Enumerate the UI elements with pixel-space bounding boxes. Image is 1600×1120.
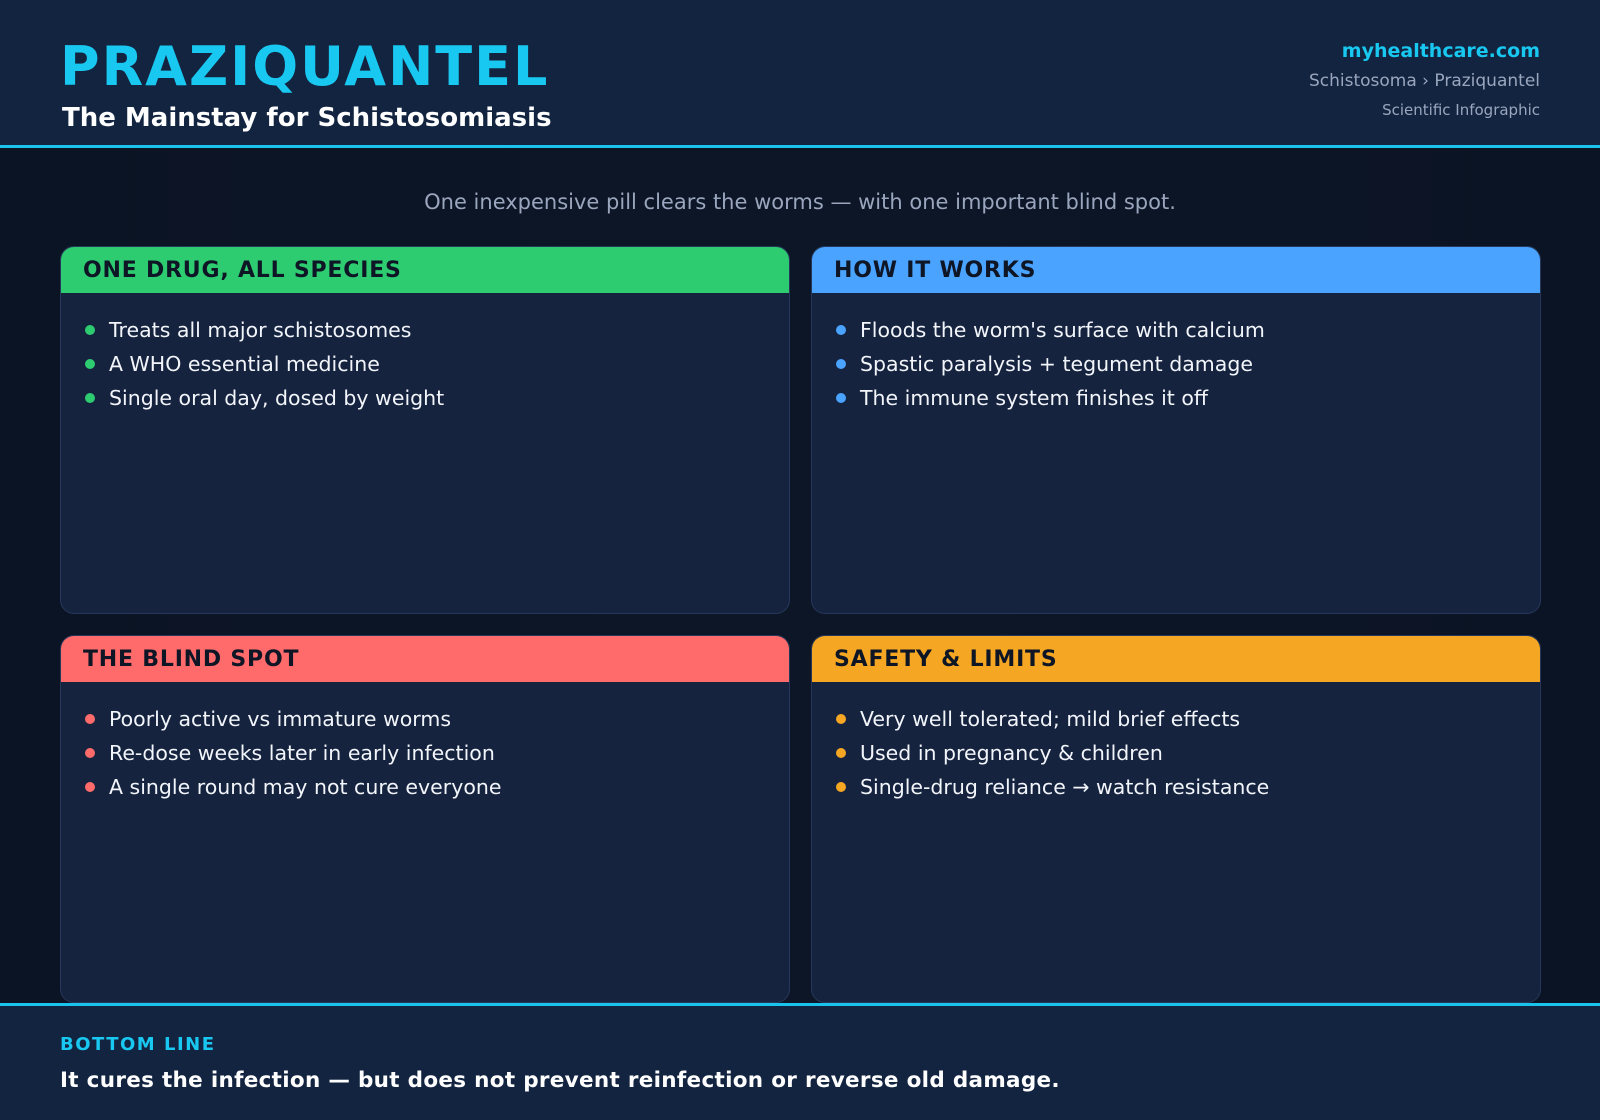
- bullet-dot-icon: [836, 359, 846, 369]
- list-item-text: Single-drug reliance → watch resistance: [860, 775, 1270, 799]
- card-header: HOW IT WORKS: [812, 247, 1540, 293]
- bottom-line-label: BOTTOM LINE: [60, 1034, 216, 1055]
- list-item-text: Very well tolerated; mild brief effects: [860, 707, 1241, 731]
- main-content: [0, 151, 1600, 1003]
- page-subtitle: The Mainstay for Schistosomiasis: [62, 103, 552, 133]
- card-how-it-works: [811, 246, 1541, 614]
- breadcrumb: Schistosoma › Praziquantel: [1308, 71, 1540, 91]
- list-item-text: A WHO essential medicine: [109, 352, 380, 376]
- bullet-dot-icon: [836, 748, 846, 758]
- list-item: [85, 770, 789, 804]
- card-one-drug-all-species: [60, 246, 790, 614]
- card-bullet-list: [812, 293, 1540, 415]
- header: [0, 0, 1600, 148]
- list-item-text: A single round may not cure everyone: [109, 775, 502, 799]
- list-item: [85, 347, 789, 381]
- bullet-dot-icon: [836, 782, 846, 792]
- list-item: [836, 313, 1540, 347]
- list-item-text: Floods the worm's surface with calcium: [860, 318, 1265, 342]
- list-item: [85, 313, 789, 347]
- card-bullet-list: [61, 682, 789, 804]
- list-item-text: Single oral day, dosed by weight: [109, 386, 445, 410]
- list-item-text: Spastic paralysis + tegument damage: [860, 352, 1253, 376]
- list-item-text: Treats all major schistosomes: [109, 318, 412, 342]
- bullet-dot-icon: [836, 325, 846, 335]
- card-header: SAFETY & LIMITS: [812, 636, 1540, 682]
- bullet-dot-icon: [85, 782, 95, 792]
- list-item-text: The immune system finishes it off: [860, 386, 1209, 410]
- bullet-dot-icon: [836, 393, 846, 403]
- bullet-dot-icon: [85, 359, 95, 369]
- card-header: ONE DRUG, ALL SPECIES: [61, 247, 789, 293]
- brand-link[interactable]: myhealthcare.com: [1341, 40, 1540, 62]
- list-item: [836, 770, 1540, 804]
- bottom-line-text: It cures the infection — but does not prevent reinfection or reverse old damage.: [60, 1068, 1060, 1093]
- bullet-dot-icon: [85, 714, 95, 724]
- list-item-text: Poorly active vs immature worms: [109, 707, 452, 731]
- list-item: [836, 702, 1540, 736]
- list-item: [85, 702, 789, 736]
- list-item: [85, 381, 789, 415]
- card-bullet-list: [61, 293, 789, 415]
- tagline: One inexpensive pill clears the worms — with one important blind spot.: [424, 190, 1176, 214]
- list-item-text: Used in pregnancy & children: [860, 741, 1163, 765]
- footer-bottom-line: [0, 1003, 1600, 1120]
- bullet-dot-icon: [85, 325, 95, 335]
- bullet-dot-icon: [85, 748, 95, 758]
- list-item: [836, 381, 1540, 415]
- page-title: PRAZIQUANTEL: [60, 35, 550, 98]
- bullet-dot-icon: [836, 714, 846, 724]
- bullet-dot-icon: [85, 393, 95, 403]
- list-item-text: Re-dose weeks later in early infection: [109, 741, 495, 765]
- content-type-label: Scientific Infographic: [1382, 101, 1540, 119]
- list-item: [836, 736, 1540, 770]
- card-safety-and-limits: [811, 635, 1541, 1003]
- card-bullet-list: [812, 682, 1540, 804]
- card-header: THE BLIND SPOT: [61, 636, 789, 682]
- card-the-blind-spot: [60, 635, 790, 1003]
- list-item: [85, 736, 789, 770]
- list-item: [836, 347, 1540, 381]
